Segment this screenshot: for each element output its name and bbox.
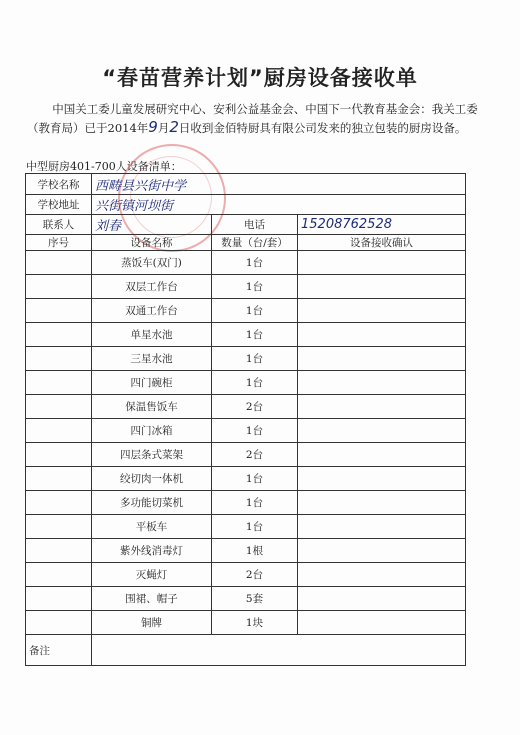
contact-row — [26, 215, 466, 235]
intro-text-before: 中国关工委儿童发展研究中心、安利公益基金会、中国下一代教育基金会：我关工委（教育局）已于2014年 — [27, 102, 478, 135]
row-index-cell — [26, 251, 92, 275]
equipment-quantity: 1台 — [212, 491, 298, 515]
remarks-label: 备注 — [26, 635, 92, 666]
header-confirm: 设备接收确认 — [298, 235, 466, 251]
receipt-confirm-cell — [298, 323, 466, 347]
equipment-name: 双层工作台 — [92, 275, 212, 299]
row-index-cell — [26, 611, 92, 635]
contact-value: 刘春 — [92, 215, 212, 235]
row-index-cell — [26, 515, 92, 539]
phone-label: 电话 — [212, 215, 298, 235]
equipment-name: 紫外线消毒灯 — [92, 539, 212, 563]
equipment-name: 三星水池 — [92, 347, 212, 371]
receipt-confirm-cell — [298, 515, 466, 539]
receipt-confirm-cell — [298, 467, 466, 491]
row-index-cell — [26, 275, 92, 299]
equipment-quantity: 1台 — [212, 371, 298, 395]
table-row — [26, 491, 466, 515]
school-name-row — [26, 174, 466, 195]
receipt-confirm-cell — [298, 395, 466, 419]
receipt-confirm-cell — [298, 611, 466, 635]
equipment-name: 四门碗柜 — [92, 371, 212, 395]
school-address-row — [26, 195, 466, 215]
equipment-quantity: 1台 — [212, 419, 298, 443]
row-index-cell — [26, 299, 92, 323]
header-quantity: 数量（台/套） — [212, 235, 298, 251]
row-index-cell — [26, 323, 92, 347]
receipt-confirm-cell — [298, 347, 466, 371]
remarks-value — [92, 635, 466, 666]
header-index: 序号 — [26, 235, 92, 251]
table-row — [26, 323, 466, 347]
table-row — [26, 347, 466, 371]
phone-value: 15208762528 — [298, 215, 466, 235]
row-index-cell — [26, 587, 92, 611]
receipt-confirm-cell — [298, 251, 466, 275]
equipment-name: 围裙、帽子 — [92, 587, 212, 611]
school-address-label: 学校地址 — [26, 195, 92, 215]
table-row — [26, 419, 466, 443]
equipment-name: 绞切肉一体机 — [92, 467, 212, 491]
school-address-value: 兴街镇河坝街 — [92, 195, 466, 215]
table-row — [26, 611, 466, 635]
row-index-cell — [26, 443, 92, 467]
table-row — [26, 587, 466, 611]
table-header-row — [26, 235, 466, 251]
receipt-confirm-cell — [298, 371, 466, 395]
equipment-name: 蒸饭车(双门) — [92, 251, 212, 275]
equipment-name: 单星水池 — [92, 323, 212, 347]
table-row — [26, 443, 466, 467]
equipment-quantity: 1台 — [212, 275, 298, 299]
table-row — [26, 371, 466, 395]
handwritten-day: 2 — [169, 118, 179, 136]
table-row — [26, 395, 466, 419]
document-title: “春苗营养计划”厨房设备接收单 — [102, 66, 418, 90]
equipment-quantity: 2台 — [212, 395, 298, 419]
equipment-name: 四门冰箱 — [92, 419, 212, 443]
row-index-cell — [26, 563, 92, 587]
receipt-confirm-cell — [298, 491, 466, 515]
intro-month-label: 月 — [157, 121, 170, 135]
equipment-name: 铜牌 — [92, 611, 212, 635]
handwritten-month: 9 — [148, 118, 158, 136]
row-index-cell — [26, 395, 92, 419]
equipment-quantity: 5套 — [212, 587, 298, 611]
school-name-value: 西畴县兴街中学 — [92, 174, 466, 195]
equipment-name: 多功能切菜机 — [92, 491, 212, 515]
school-name-label: 学校名称 — [26, 174, 92, 195]
receipt-confirm-cell — [298, 539, 466, 563]
row-index-cell — [26, 419, 92, 443]
remarks-row — [26, 635, 466, 666]
table-row — [26, 539, 466, 563]
table-row — [26, 467, 466, 491]
equipment-name: 保温售饭车 — [92, 395, 212, 419]
table-row — [26, 515, 466, 539]
equipment-quantity: 1台 — [212, 251, 298, 275]
row-index-cell — [26, 491, 92, 515]
table-row — [26, 251, 466, 275]
equipment-name: 平板车 — [92, 515, 212, 539]
equipment-name: 四层条式菜架 — [92, 443, 212, 467]
equipment-quantity: 2台 — [212, 443, 298, 467]
equipment-quantity: 1台 — [212, 515, 298, 539]
equipment-quantity: 1根 — [212, 539, 298, 563]
row-index-cell — [26, 347, 92, 371]
row-index-cell — [26, 371, 92, 395]
equipment-quantity: 1台 — [212, 467, 298, 491]
table-row — [26, 563, 466, 587]
header-equipment: 设备名称 — [92, 235, 212, 251]
equipment-name: 双通工作台 — [92, 299, 212, 323]
equipment-quantity: 1台 — [212, 347, 298, 371]
intro-text-after: 日收到金佰特厨具有限公司发来的独立包装的厨房设备。 — [178, 121, 467, 135]
receipt-confirm-cell — [298, 443, 466, 467]
row-index-cell — [26, 467, 92, 491]
equipment-name: 灭蝇灯 — [92, 563, 212, 587]
contact-label: 联系人 — [26, 215, 92, 235]
receipt-confirm-cell — [298, 419, 466, 443]
receipt-confirm-cell — [298, 587, 466, 611]
row-index-cell — [26, 539, 92, 563]
receipt-confirm-cell — [298, 563, 466, 587]
table-row — [26, 275, 466, 299]
equipment-quantity: 1台 — [212, 299, 298, 323]
intro-paragraph — [27, 100, 489, 137]
equipment-quantity: 1块 — [212, 611, 298, 635]
receipt-confirm-cell — [298, 299, 466, 323]
equipment-quantity: 1台 — [212, 323, 298, 347]
table-row — [26, 299, 466, 323]
equipment-quantity: 2台 — [212, 563, 298, 587]
equipment-receipt-table — [25, 173, 466, 666]
equipment-list-title: 中型厨房401-700人设备清单： — [26, 160, 182, 173]
receipt-confirm-cell — [298, 275, 466, 299]
